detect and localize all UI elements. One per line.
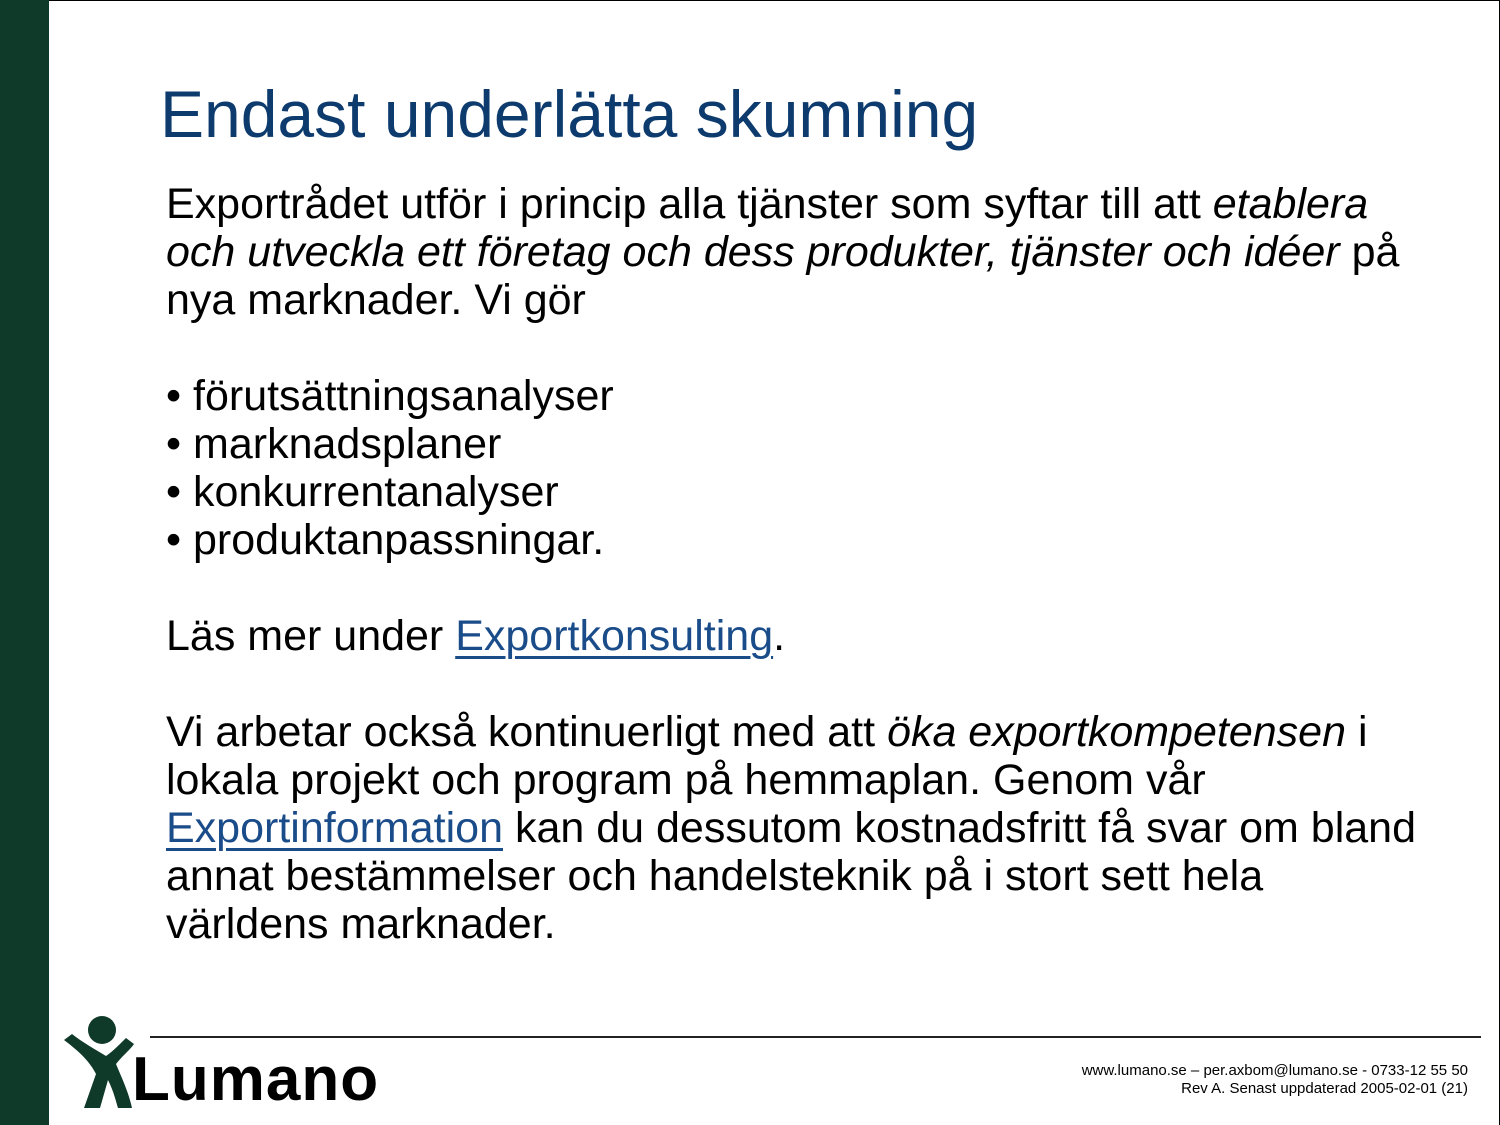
closing-text-3: kan du dessutom kostnadsfritt få svar om bland annat bestämmelser och handelsteknik på i stort sett hela världens marknader.: [166, 804, 1417, 948]
list-item: • konkurrentanalyser: [166, 468, 1426, 516]
top-border: [49, 0, 1500, 1]
closing-italic: öka exportkompetensen: [887, 708, 1346, 756]
exportkonsulting-link[interactable]: Exportkonsulting: [455, 612, 774, 660]
list-item: • marknadsplaner: [166, 420, 1426, 468]
readmore-paragraph: [166, 612, 1426, 660]
footer-revision: Rev A. Senast uppdaterad 2005-02-01 (21): [1181, 1080, 1468, 1097]
list-item: • förutsättningsanalyser: [166, 372, 1426, 420]
readmore-suffix: .: [773, 612, 786, 660]
left-sidebar-bar: [0, 0, 49, 1125]
intro-text-1: Exportrådet utför i princip alla tjänster som syftar till att: [166, 180, 1213, 228]
footer-info: [1082, 1062, 1468, 1098]
intro-italic: etablera och utveckla ett företag och dess produkter, tjänster och idéer: [166, 180, 1369, 276]
service-list: [166, 372, 1426, 564]
closing-paragraph: [166, 708, 1426, 948]
closing-text-2: i lokala projekt och program på hemmaplan. Genom vår: [166, 708, 1368, 804]
logo-wordmark: Lumano: [132, 1045, 380, 1114]
readmore-text: Läs mer under: [166, 612, 456, 660]
intro-text-2: på nya marknader. Vi gör: [166, 228, 1400, 324]
list-item: • produktanpassningar.: [166, 516, 1426, 564]
intro-paragraph: [166, 180, 1426, 324]
closing-text-1: Vi arbetar också kontinuerligt med att: [166, 708, 888, 756]
exportinformation-link[interactable]: Exportinformation: [166, 804, 503, 852]
slide-body: [166, 180, 1426, 948]
slide-title: Endast underlätta skumning: [160, 77, 979, 151]
footer-contact: www.lumano.se – per.axbom@lumano.se - 0733-12 55 50: [1081, 1062, 1468, 1079]
